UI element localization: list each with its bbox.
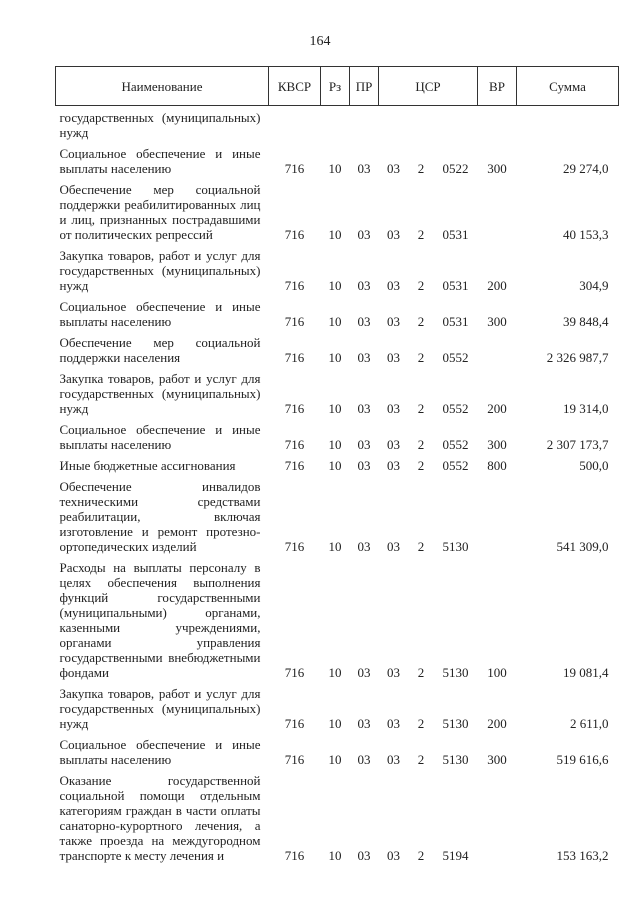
row-rz: 10	[328, 665, 342, 680]
row-vr: 300	[487, 314, 507, 329]
row-csr-program	[379, 106, 409, 143]
row-pr: 03	[357, 716, 371, 731]
row-csr-program: 03	[387, 278, 400, 293]
row-kvsr: 716	[284, 716, 305, 731]
table-row	[56, 106, 619, 143]
row-csr-code: 5130	[442, 752, 469, 767]
row-csr-program: 03	[387, 539, 400, 554]
row-sum: 2 611,0	[569, 716, 609, 731]
row-csr-subprogram: 2	[417, 350, 425, 365]
row-csr-program: 03	[387, 752, 400, 767]
row-csr-subprogram: 2	[417, 752, 425, 767]
table-header-row	[56, 67, 619, 106]
row-name: Социальное обеспечение и иные выплаты населению	[59, 299, 261, 329]
row-sum: 40 153,3	[563, 227, 609, 242]
row-name: Оказание государственной социальной помощи отдельным категориям граждан в части оплаты санаторно-курортного лечения, а также проезда на междугородном транспорте к месту лечения и	[59, 773, 261, 863]
row-rz: 10	[328, 752, 342, 767]
table-row	[56, 418, 619, 454]
row-rz: 10	[328, 278, 342, 293]
row-pr: 03	[357, 161, 371, 176]
row-csr-code	[434, 106, 478, 143]
header-csr: ЦСР	[379, 67, 478, 106]
row-kvsr: 716	[284, 437, 305, 452]
row-vr: 300	[487, 437, 507, 452]
row-kvsr: 716	[284, 539, 305, 554]
row-sum: 304,9	[579, 278, 609, 293]
row-sum: 2 307 173,7	[546, 437, 609, 452]
row-csr-subprogram: 2	[417, 227, 425, 242]
row-pr: 03	[357, 665, 371, 680]
row-sum: 39 848,4	[563, 314, 609, 329]
row-csr-subprogram: 2	[417, 848, 425, 863]
row-csr-subprogram: 2	[417, 539, 425, 554]
row-name: Закупка товаров, работ и услуг для государственных (муниципальных) нужд	[59, 686, 261, 731]
row-kvsr: 716	[284, 848, 305, 863]
header-sum: Сумма	[517, 67, 619, 106]
row-csr-code: 5130	[442, 716, 469, 731]
table-row	[56, 556, 619, 682]
row-csr-program: 03	[387, 314, 400, 329]
row-name: Социальное обеспечение и иные выплаты населению	[59, 737, 261, 767]
row-csr-program: 03	[387, 227, 400, 242]
row-csr-code: 5194	[442, 848, 469, 863]
row-pr: 03	[357, 278, 371, 293]
row-csr-program: 03	[387, 458, 400, 473]
row-vr: 100	[487, 665, 507, 680]
budget-table	[55, 66, 619, 865]
row-vr: 300	[487, 161, 507, 176]
row-sum: 29 274,0	[563, 161, 609, 176]
header-name: Наименование	[56, 67, 269, 106]
row-vr: 800	[487, 458, 507, 473]
row-vr	[478, 331, 517, 367]
row-name: Обеспечение мер социальной поддержки населения	[59, 335, 261, 365]
row-vr: 200	[487, 716, 507, 731]
row-name: Социальное обеспечение и иные выплаты населению	[59, 422, 261, 452]
row-vr: 200	[487, 278, 507, 293]
row-sum: 519 616,6	[556, 752, 609, 767]
row-pr: 03	[357, 401, 371, 416]
header-rz: Рз	[321, 67, 350, 106]
row-csr-subprogram: 2	[417, 401, 425, 416]
row-rz: 10	[328, 458, 342, 473]
row-rz: 10	[328, 161, 342, 176]
row-kvsr: 716	[284, 752, 305, 767]
table-row	[56, 244, 619, 295]
row-rz: 10	[328, 314, 342, 329]
row-kvsr: 716	[284, 401, 305, 416]
row-rz: 10	[328, 437, 342, 452]
row-pr: 03	[357, 314, 371, 329]
row-rz: 10	[328, 401, 342, 416]
row-pr: 03	[357, 458, 371, 473]
row-vr: 200	[487, 401, 507, 416]
row-pr: 03	[357, 752, 371, 767]
row-csr-code: 0531	[442, 314, 469, 329]
row-vr	[478, 106, 517, 143]
row-vr	[478, 178, 517, 244]
row-name: Иные бюджетные ассигнования	[59, 458, 236, 473]
row-csr-code: 5130	[442, 539, 469, 554]
table-body	[56, 106, 619, 866]
row-rz: 10	[328, 227, 342, 242]
row-pr: 03	[357, 539, 371, 554]
table-row	[56, 733, 619, 769]
row-csr-subprogram: 2	[417, 437, 425, 452]
row-csr-subprogram	[409, 106, 434, 143]
table-row	[56, 295, 619, 331]
row-kvsr: 716	[284, 665, 305, 680]
row-csr-code: 0531	[442, 227, 469, 242]
row-rz: 10	[328, 350, 342, 365]
row-name: Закупка товаров, работ и услуг для государственных (муниципальных) нужд	[59, 248, 261, 293]
row-kvsr: 716	[284, 314, 305, 329]
row-name: Обеспечение мер социальной поддержки реабилитированных лиц и лиц, признанных пострадавшими от политических репрессий	[59, 182, 261, 242]
row-csr-subprogram: 2	[417, 278, 425, 293]
row-sum: 500,0	[579, 458, 609, 473]
row-csr-code: 0552	[442, 458, 469, 473]
row-pr: 03	[357, 437, 371, 452]
row-sum: 541 309,0	[556, 539, 609, 554]
row-csr-program: 03	[387, 848, 400, 863]
row-csr-program: 03	[387, 161, 400, 176]
row-vr: 300	[487, 752, 507, 767]
row-csr-program: 03	[387, 350, 400, 365]
row-rz: 10	[328, 716, 342, 731]
row-csr-program: 03	[387, 665, 400, 680]
row-csr-program: 03	[387, 401, 400, 416]
row-csr-code: 0531	[442, 278, 469, 293]
row-csr-subprogram: 2	[417, 161, 425, 176]
row-kvsr: 716	[284, 227, 305, 242]
row-name: Обеспечение инвалидов техническими средствами реабилитации, включая изготовление и ремонт протезно-ортопедических изделий	[59, 479, 261, 554]
row-name: Закупка товаров, работ и услуг для государственных (муниципальных) нужд	[59, 371, 261, 416]
row-csr-subprogram: 2	[417, 314, 425, 329]
row-vr	[478, 769, 517, 865]
row-csr-program: 03	[387, 437, 400, 452]
table-row	[56, 367, 619, 418]
header-vr: ВР	[478, 67, 517, 106]
row-rz: 10	[328, 539, 342, 554]
row-csr-code: 0552	[442, 437, 469, 452]
row-pr: 03	[357, 848, 371, 863]
row-kvsr: 716	[284, 161, 305, 176]
row-csr-subprogram: 2	[417, 458, 425, 473]
row-pr: 03	[357, 350, 371, 365]
row-sum	[517, 106, 619, 143]
table-row	[56, 331, 619, 367]
table-row	[56, 682, 619, 733]
page-number: 164	[309, 34, 331, 49]
row-csr-subprogram: 2	[417, 716, 425, 731]
table-row	[56, 178, 619, 244]
row-csr-subprogram: 2	[417, 665, 425, 680]
row-sum: 19 081,4	[563, 665, 609, 680]
row-name: Расходы на выплаты персоналу в целях обеспечения выполнения функций государственными (муниципальными) органами, казенными учреждениями, органами управления государственными внебюджетными фондами	[59, 560, 261, 680]
header-pr: ПР	[350, 67, 379, 106]
row-csr-code: 0552	[442, 401, 469, 416]
row-kvsr: 716	[284, 278, 305, 293]
row-csr-program: 03	[387, 716, 400, 731]
table-row	[56, 769, 619, 865]
row-sum: 153 163,2	[556, 848, 609, 863]
table-row	[56, 454, 619, 475]
header-kvsr: КВСР	[269, 67, 321, 106]
row-name: Социальное обеспечение и иные выплаты населению	[59, 146, 261, 176]
row-vr	[478, 475, 517, 556]
row-rz: 10	[328, 848, 342, 863]
row-csr-code: 5130	[442, 665, 469, 680]
row-kvsr: 716	[284, 350, 305, 365]
row-sum: 19 314,0	[563, 401, 609, 416]
row-pr	[350, 106, 379, 143]
row-kvsr	[269, 106, 321, 143]
row-kvsr: 716	[284, 458, 305, 473]
row-rz	[321, 106, 350, 143]
row-sum: 2 326 987,7	[546, 350, 609, 365]
table-row	[56, 142, 619, 178]
row-name: государственных (муниципальных) нужд	[59, 110, 261, 140]
row-csr-code: 0552	[442, 350, 469, 365]
row-csr-code: 0522	[442, 161, 469, 176]
table-row	[56, 475, 619, 556]
row-pr: 03	[357, 227, 371, 242]
